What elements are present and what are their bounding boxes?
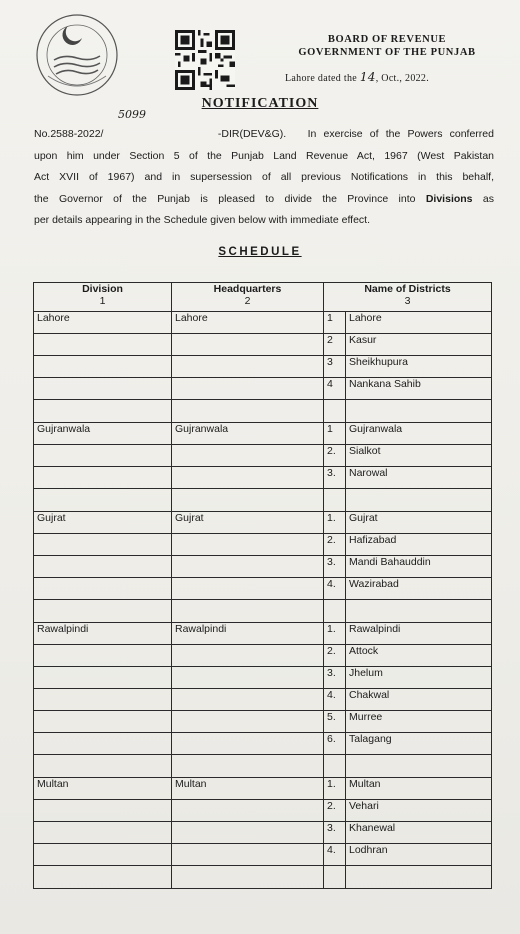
headquarters-cell	[172, 667, 324, 689]
headquarters-cell	[172, 534, 324, 556]
district-name-cell: Khanewal	[346, 822, 492, 844]
division-cell	[34, 667, 172, 689]
district-number-cell	[324, 600, 346, 623]
table-body	[34, 312, 492, 889]
office-line-1: BOARD OF REVENUE	[327, 34, 447, 45]
division-cell	[34, 733, 172, 755]
date-day-handwritten: 14	[359, 70, 376, 84]
district-number-cell: 3.	[324, 822, 346, 844]
notification-body	[34, 124, 494, 232]
table-row	[34, 423, 492, 445]
issuing-office	[262, 33, 512, 59]
district-name-cell: Narowal	[346, 467, 492, 489]
division-cell: Gujrat	[34, 512, 172, 534]
table-row	[34, 623, 492, 645]
division-cell	[34, 645, 172, 667]
body-line-2: upon him under Section 5 of the Punjab Land Revenue Act, 1967 (West Pakistan	[34, 149, 494, 162]
table-row	[34, 822, 492, 844]
division-cell: Gujranwala	[34, 423, 172, 445]
division-cell: Lahore	[34, 312, 172, 334]
punjab-government-emblem-icon	[34, 12, 120, 98]
table-row	[34, 312, 492, 334]
headquarters-cell: Lahore	[172, 312, 324, 334]
division-cell	[34, 800, 172, 822]
headquarters-cell	[172, 755, 324, 778]
table-spacer-row	[34, 489, 492, 512]
body-line-4: the Governor of the Punjab is pleased to divide the Province into Divisions as	[34, 192, 494, 205]
table-spacer-row	[34, 400, 492, 423]
division-cell	[34, 578, 172, 600]
district-number-cell	[324, 866, 346, 889]
table-row	[34, 378, 492, 400]
district-number-cell: 3.	[324, 556, 346, 578]
headquarters-cell	[172, 711, 324, 733]
district-name-cell: Murree	[346, 711, 492, 733]
table-spacer-row	[34, 600, 492, 623]
district-name-cell	[346, 489, 492, 512]
division-cell	[34, 378, 172, 400]
district-name-cell: Jhelum	[346, 667, 492, 689]
table-row	[34, 556, 492, 578]
headquarters-cell	[172, 489, 324, 512]
district-number-cell: 3	[324, 356, 346, 378]
date-prefix: Lahore dated the	[285, 73, 357, 84]
table-row	[34, 356, 492, 378]
headquarters-cell	[172, 733, 324, 755]
division-cell	[34, 844, 172, 866]
table-header-row	[34, 283, 492, 312]
district-number-cell: 1.	[324, 778, 346, 800]
division-cell: Rawalpindi	[34, 623, 172, 645]
division-cell	[34, 534, 172, 556]
division-cell	[34, 711, 172, 733]
divisions-schedule-table	[33, 282, 492, 889]
district-name-cell: Mandi Bahauddin	[346, 556, 492, 578]
table-spacer-row	[34, 755, 492, 778]
headquarters-cell	[172, 844, 324, 866]
division-cell	[34, 822, 172, 844]
table-row	[34, 733, 492, 755]
headquarters-cell: Rawalpindi	[172, 623, 324, 645]
district-number-cell: 2.	[324, 800, 346, 822]
division-cell	[34, 356, 172, 378]
headquarters-cell	[172, 822, 324, 844]
table-row	[34, 512, 492, 534]
district-name-cell: Attock	[346, 645, 492, 667]
headquarters-cell	[172, 689, 324, 711]
table-row	[34, 689, 492, 711]
division-cell	[34, 556, 172, 578]
schedule-title: SCHEDULE	[218, 246, 302, 258]
headquarters-cell: Multan	[172, 778, 324, 800]
district-name-cell	[346, 400, 492, 423]
district-name-cell: Rawalpindi	[346, 623, 492, 645]
district-number-cell: 2	[324, 334, 346, 356]
headquarters-cell: Gujrat	[172, 512, 324, 534]
headquarters-cell	[172, 600, 324, 623]
district-number-cell: 1	[324, 423, 346, 445]
district-number-cell: 3.	[324, 467, 346, 489]
district-number-cell: 1.	[324, 623, 346, 645]
header-headquarters: Headquarters 2	[172, 283, 324, 312]
district-name-cell: Multan	[346, 778, 492, 800]
district-name-cell: Lahore	[346, 312, 492, 334]
district-number-cell: 6.	[324, 733, 346, 755]
body-line-5: per details appearing in the Schedule given below with immediate effect.	[34, 214, 371, 226]
date-line: Lahore dated the 14, Oct., 2022.	[285, 70, 430, 84]
district-name-cell	[346, 600, 492, 623]
handwritten-number: 5099	[118, 108, 146, 121]
headquarters-cell	[172, 467, 324, 489]
district-number-cell: 1	[324, 312, 346, 334]
reference-number: No.2588-2022/ -DIR(DEV&G).	[34, 128, 287, 140]
table-row	[34, 534, 492, 556]
division-cell	[34, 600, 172, 623]
district-name-cell: Nankana Sahib	[346, 378, 492, 400]
division-cell: Multan	[34, 778, 172, 800]
district-number-cell: 4.	[324, 689, 346, 711]
date-suffix: Oct., 2022.	[381, 73, 430, 84]
headquarters-cell	[172, 445, 324, 467]
division-cell	[34, 866, 172, 889]
table-row	[34, 445, 492, 467]
headquarters-cell	[172, 866, 324, 889]
table-row	[34, 645, 492, 667]
district-number-cell: 2.	[324, 534, 346, 556]
headquarters-cell	[172, 800, 324, 822]
table-row	[34, 578, 492, 600]
division-cell	[34, 467, 172, 489]
district-name-cell: Vehari	[346, 800, 492, 822]
district-name-cell: Lodhran	[346, 844, 492, 866]
header-division: Division 1	[34, 283, 172, 312]
headquarters-cell	[172, 645, 324, 667]
district-name-cell: Talagang	[346, 733, 492, 755]
body-line-3: Act XVII of 1967) and in supersession of all previous Notifications in this behalf,	[34, 171, 494, 183]
district-number-cell: 4.	[324, 844, 346, 866]
division-cell	[34, 445, 172, 467]
district-name-cell	[346, 755, 492, 778]
headquarters-cell	[172, 400, 324, 423]
division-cell	[34, 400, 172, 423]
headquarters-cell	[172, 378, 324, 400]
headquarters-cell	[172, 556, 324, 578]
table-row	[34, 467, 492, 489]
division-cell	[34, 489, 172, 512]
table-row	[34, 844, 492, 866]
district-number-cell: 2.	[324, 645, 346, 667]
district-number-cell: 1.	[324, 512, 346, 534]
headquarters-cell	[172, 356, 324, 378]
district-name-cell: Chakwal	[346, 689, 492, 711]
headquarters-cell	[172, 578, 324, 600]
district-number-cell: 3.	[324, 667, 346, 689]
district-number-cell: 5.	[324, 711, 346, 733]
header-districts: Name of Districts 3	[324, 283, 492, 312]
district-number-cell: 4	[324, 378, 346, 400]
headquarters-cell: Gujranwala	[172, 423, 324, 445]
division-cell	[34, 334, 172, 356]
district-name-cell	[346, 866, 492, 889]
notification-title: NOTIFICATION	[201, 96, 319, 111]
table-row	[34, 800, 492, 822]
district-name-cell: Kasur	[346, 334, 492, 356]
page-footer-mark	[457, 924, 460, 934]
district-number-cell: 4.	[324, 578, 346, 600]
district-name-cell: Gujrat	[346, 512, 492, 534]
office-line-2: GOVERNMENT OF THE PUNJAB	[298, 47, 476, 58]
district-number-cell	[324, 489, 346, 512]
district-name-cell: Hafizabad	[346, 534, 492, 556]
district-number-cell	[324, 400, 346, 423]
district-number-cell	[324, 755, 346, 778]
division-cell	[34, 689, 172, 711]
district-name-cell: Gujranwala	[346, 423, 492, 445]
qr-code-icon	[175, 30, 235, 90]
table-row	[34, 778, 492, 800]
table-row	[34, 711, 492, 733]
headquarters-cell	[172, 334, 324, 356]
table-row	[34, 667, 492, 689]
district-name-cell: Sheikhupura	[346, 356, 492, 378]
district-number-cell: 2.	[324, 445, 346, 467]
division-cell	[34, 755, 172, 778]
table-row	[34, 334, 492, 356]
district-name-cell: Wazirabad	[346, 578, 492, 600]
district-name-cell: Sialkot	[346, 445, 492, 467]
table-spacer-row	[34, 866, 492, 889]
body-line-1: No.2588-2022/ -DIR(DEV&G). In exercise of the Powers conferred	[34, 128, 494, 140]
